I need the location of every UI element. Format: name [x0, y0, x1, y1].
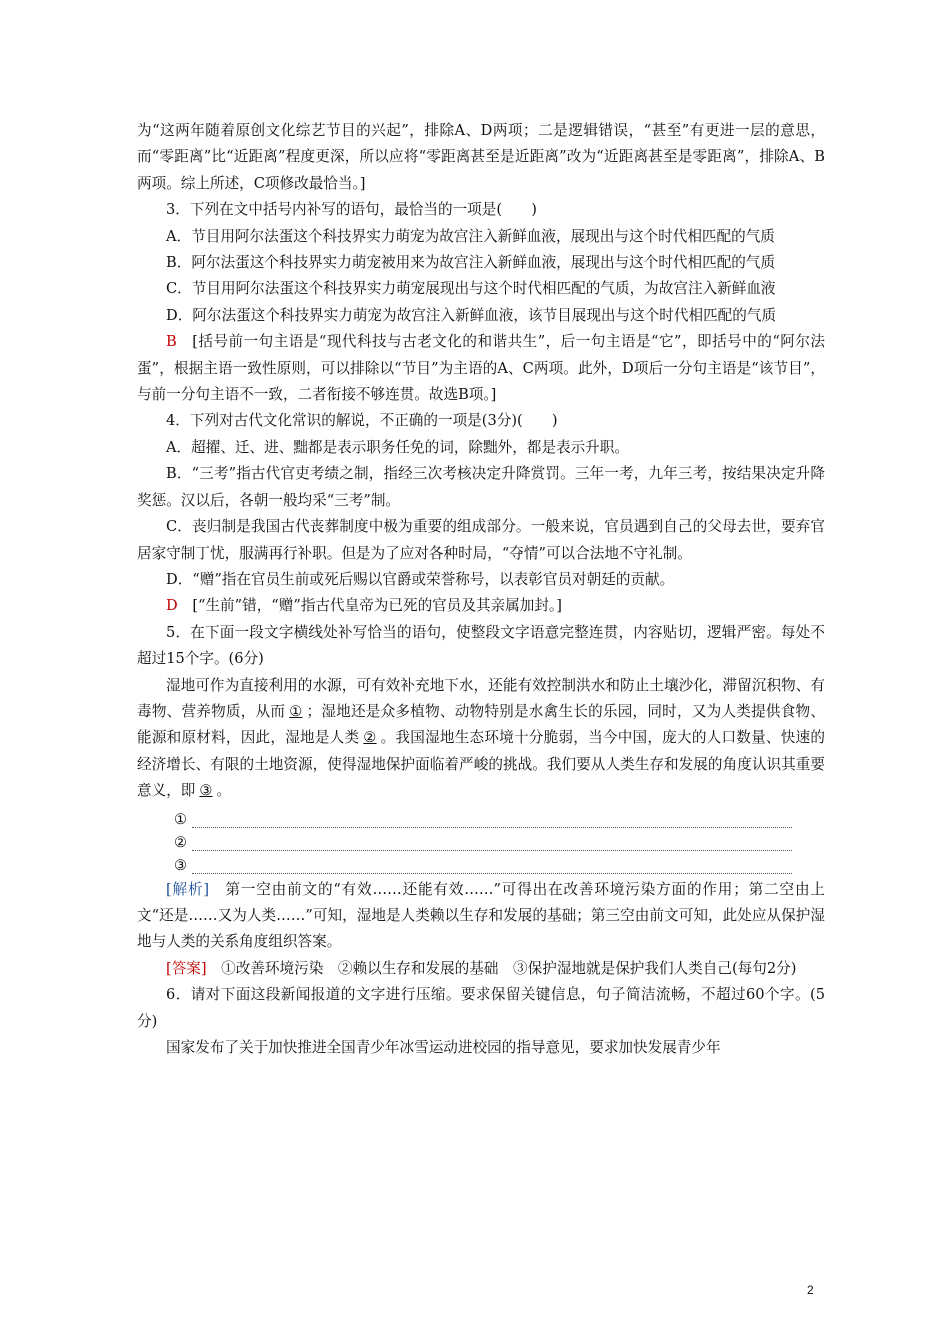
- q3-answer: [137, 329, 825, 408]
- q4-answer-explanation: [“生前”错，“赠”指古代皇帝为已死的官员及其亲属加封。]: [192, 597, 562, 615]
- q5-analysis: [137, 877, 825, 956]
- answer-line-3-label: ③: [174, 856, 188, 874]
- q4-answer-letter: D: [166, 597, 178, 615]
- q3-option-c: C．节目用阿尔法蛋这个科技界实力萌宠展现出与这个时代相匹配的气质，为故宫注入新鲜血液: [166, 280, 776, 298]
- q5-answer: [137, 956, 825, 982]
- answer-text: ①改善环境污染 ②赖以生存和发展的基础 ③保护湿地就是保护我们人类自己(每句2分): [206, 959, 797, 977]
- q4-answer: [137, 593, 825, 619]
- q5-passage-part4: 。: [216, 782, 232, 800]
- q5-passage-part1: 湿地可作为直接利用的水源，可有效补充地下水，还能有效控制洪水和防止土壤沙化，滞留沉积物、有毒物、营养物质，从而: [137, 676, 825, 720]
- q3-answer-explanation: [括号前一句主语是“现代科技与古老文化的和谐共生”，后一句主语是“它”，即括号中的“阿尔法蛋”，根据主语一致性原则，可以排除以“节目”为主语的A、C两项。此外，D项后一分句主语是“该节目”，与前一分句主语不一致，二者衔接不够连贯。故选B项。]: [137, 333, 825, 404]
- answer-line-1-label: ①: [174, 810, 188, 828]
- q5-passage: [137, 673, 825, 805]
- answer-line-3-dots: [192, 861, 792, 874]
- q5-passage-part3: 。我国湿地生态环境十分脆弱，当今中国，庞大的人口数量、快速的经济增长、有限的土地资源，使得湿地保护面临着严峻的挑战。我们要从人类生存和发展的角度认识其重要意义，即: [137, 729, 825, 800]
- answer-line-2[interactable]: [137, 828, 825, 851]
- analysis-tag: [解析]: [166, 880, 210, 898]
- q3-option-b: B．阿尔法蛋这个科技界实力萌宠被用来为故宫注入新鲜血液，展现出与这个时代相匹配的气质: [166, 254, 776, 272]
- blank-3: ③: [199, 782, 213, 800]
- question-3: 3．下列在文中括号内补写的语句，最恰当的一项是( ): [166, 201, 537, 219]
- q4-option-a: A．超擢、迁、进、黜都是表示职务任免的词，除黜外，都是表示升职。: [166, 438, 629, 456]
- answer-line-1-dots: [192, 815, 792, 828]
- answer-line-3[interactable]: [137, 851, 825, 874]
- prev-answer-tail: 为“这两年随着原创文化综艺节目的兴起”，排除A、D两项；二是逻辑错误，“甚至”有更进一层的意思，而“零距离”比“近距离”程度更深，所以应将“零距离甚至是近距离”改为“近距离甚至是零距离”，排除A、B两项。综上所述，C项修改最恰当。]: [137, 122, 825, 192]
- q4-option-d: D．“赠”指在官员生前或死后赐以官爵或荣誉称号，以表彰官员对朝廷的贡献。: [166, 570, 675, 588]
- analysis-text: 第一空由前文的“有效……还能有效……”可得出在改善环境污染方面的作用；第二空由上文“还是……又为人类……”可知，湿地是人类赖以生存和发展的基础；第三空由前文可知，此处应从保护湿地与人类的关系角度组织答案。: [137, 880, 825, 951]
- document-page: [137, 118, 825, 1061]
- q3-answer-letter: B: [166, 333, 177, 351]
- page-number: 2: [807, 1283, 814, 1297]
- q5-passage-part2: ；湿地还是众多植物、动物特别是水禽生长的乐园，同时，又为人类提供食物、能源和原材料，因此，湿地是人类: [137, 702, 825, 747]
- q3-option-d: D．阿尔法蛋这个科技界实力萌宠为故宫注入新鲜血液，该节目展现出与这个时代相匹配的气质: [166, 306, 777, 324]
- question-5: 5．在下面一段文字横线处补写恰当的语句，使整段文字语意完整连贯，内容贴切，逻辑严密。每处不超过15个字。(6分): [137, 623, 825, 668]
- answer-tag: [答案]: [166, 959, 207, 977]
- question-6: 6．请对下面这段新闻报道的文字进行压缩。要求保留关键信息，句子简洁流畅，不超过60个字。(5分): [137, 986, 825, 1030]
- answer-line-2-dots: [192, 838, 792, 851]
- answer-line-2-label: ②: [174, 833, 188, 851]
- q4-option-c: C．丧归制是我国古代丧葬制度中极为重要的组成部分。一般来说，官员遇到自己的父母去世，要弃官居家守制丁忧，服满再行补职。但是为了应对各种时局，“夺情”可以合法地不守礼制。: [137, 518, 825, 562]
- q4-option-b: B．“三考”指古代官吏考绩之制，指经三次考核决定升降赏罚。三年一考，九年三考，按结果决定升降奖惩。汉以后，各朝一般均采“三考”制。: [137, 465, 825, 509]
- question-4: 4．下列对古代文化常识的解说，不正确的一项是(3分)( ): [166, 412, 558, 430]
- q6-passage: 国家发布了关于加快推进全国青少年冰雪运动进校园的指导意见，要求加快发展青少年: [166, 1039, 721, 1056]
- q3-option-a: A．节目用阿尔法蛋这个科技界实力萌宠为故宫注入新鲜血液，展现出与这个时代相匹配的气质: [166, 227, 775, 245]
- answer-line-1[interactable]: [137, 805, 825, 828]
- blank-1: ①: [289, 702, 303, 720]
- blank-2: ②: [363, 729, 377, 747]
